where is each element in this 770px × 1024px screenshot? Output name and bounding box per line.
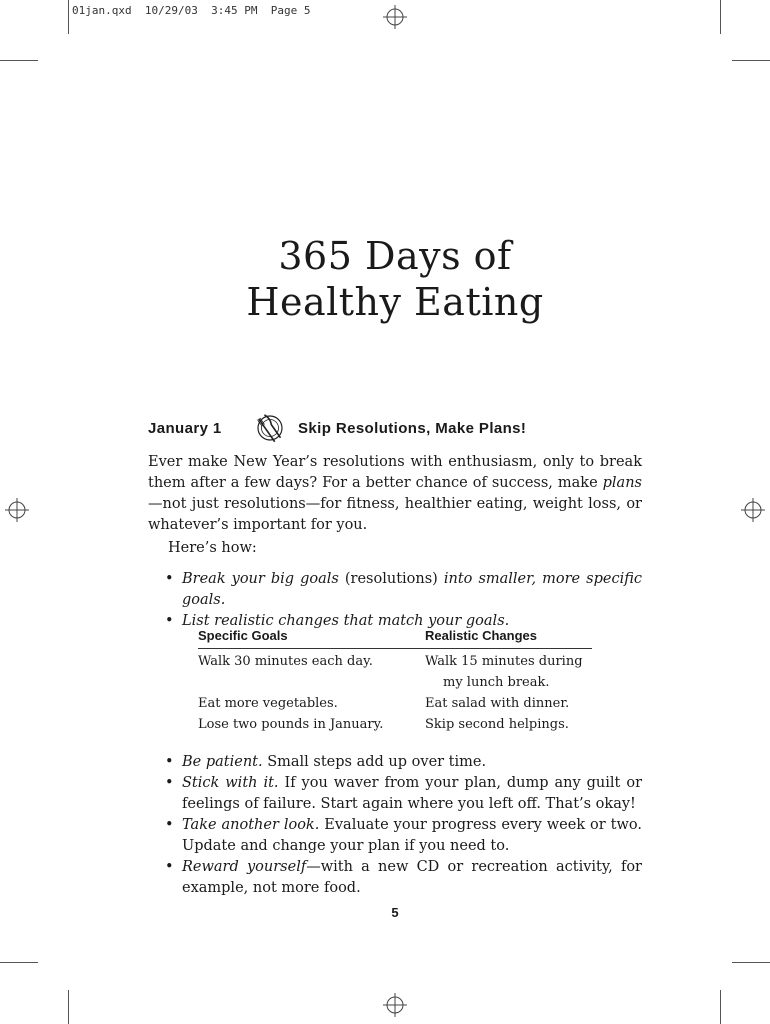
bullet-text: —with a new CD or recreation activity, for example, not more food. <box>182 859 642 896</box>
bullet-text: Evaluate your progress every week or two. Update and change your plan if you need to. <box>182 817 642 854</box>
registration-mark-icon <box>5 498 29 522</box>
entry-date: January 1 <box>148 419 222 437</box>
crop-mark <box>68 0 69 34</box>
bullet-icon: • <box>165 571 174 587</box>
column-header-realistic-changes: Realistic Changes <box>425 628 537 643</box>
crop-mark <box>720 0 721 34</box>
column-header-specific-goals: Specific Goals <box>198 628 288 643</box>
registration-mark-icon <box>383 993 407 1017</box>
crop-mark <box>732 60 770 61</box>
slug-filename: 01jan.qxd <box>72 4 132 17</box>
slug-date: 10/29/03 <box>144 4 198 17</box>
slug-page: Page 5 <box>270 4 311 17</box>
bullet-emphasis: Take another look. <box>182 817 320 833</box>
bullet-icon: • <box>165 817 174 833</box>
entry-heading <box>148 414 648 442</box>
crop-mark <box>68 990 69 1024</box>
fork-and-knife-icon <box>254 414 290 442</box>
bullet-emphasis: Reward yourself <box>182 859 307 875</box>
page-title <box>150 233 640 325</box>
intro-text-1: Ever make New Year’s resolutions with enthusiasm, only to break them after a few days? For a better chance of success, make <box>148 454 642 491</box>
bullet-emphasis: into smaller, more specific goals. <box>182 571 642 608</box>
bullet-text: Small steps add up over time. <box>262 754 487 770</box>
list-item <box>165 569 642 611</box>
list-item <box>165 815 642 857</box>
bullet-emphasis: Break your big goals <box>182 571 339 587</box>
page-number: 5 <box>391 905 399 920</box>
crop-mark <box>720 990 721 1024</box>
tips-list-bottom <box>165 752 642 899</box>
bullet-text: . If you waver from your plan, dump any guilt or feelings of failure. Start again where you left off. That’s okay! <box>182 775 642 812</box>
registration-mark-icon <box>741 498 765 522</box>
bullet-text: (resolutions) <box>338 571 444 587</box>
goals-table-header <box>198 628 592 649</box>
bullet-emphasis: Be patient. <box>182 754 263 770</box>
bullet-emphasis: Stick with it <box>182 775 274 791</box>
crop-mark <box>732 962 770 963</box>
registration-mark-icon <box>383 5 407 29</box>
change-cell: Skip second helpings. <box>425 717 569 732</box>
title-line-1: 365 Days of <box>278 234 512 278</box>
list-item <box>165 752 642 773</box>
bullet-icon: • <box>165 775 174 791</box>
list-item <box>165 857 642 899</box>
print-slug <box>72 4 310 17</box>
table-row <box>198 651 592 693</box>
crop-mark <box>0 60 38 61</box>
bullet-icon: • <box>165 613 174 629</box>
intro-text-2: —not just resolutions—for fitness, healthier eating, weight loss, or whatever’s important for you. <box>148 496 642 533</box>
goals-table <box>198 628 592 735</box>
goal-cell: Walk 30 minutes each day. <box>198 654 373 669</box>
bullet-emphasis: List realistic changes that match your goals. <box>182 613 510 629</box>
table-row <box>198 714 592 735</box>
bullet-icon: • <box>165 754 174 770</box>
table-row <box>198 693 592 714</box>
slug-time: 3:45 PM <box>211 4 258 17</box>
goal-cell: Eat more vegetables. <box>198 696 338 711</box>
tips-list-top <box>165 569 642 632</box>
change-cell: Eat salad with dinner. <box>425 696 570 711</box>
bullet-icon: • <box>165 859 174 875</box>
crop-mark <box>0 962 38 963</box>
title-line-2: Healthy Eating <box>246 280 544 324</box>
change-text-continued: my lunch break. <box>443 675 550 690</box>
entry-heading-text: Skip Resolutions, Make Plans! <box>298 419 527 437</box>
heres-how-line: Here’s how: <box>168 540 257 556</box>
change-text: Walk 15 minutes during <box>425 654 583 669</box>
intro-emphasis: plans <box>602 475 642 491</box>
change-cell <box>425 651 592 693</box>
intro-paragraph <box>148 452 642 536</box>
list-item <box>165 773 642 815</box>
goal-cell: Lose two pounds in January. <box>198 717 384 732</box>
